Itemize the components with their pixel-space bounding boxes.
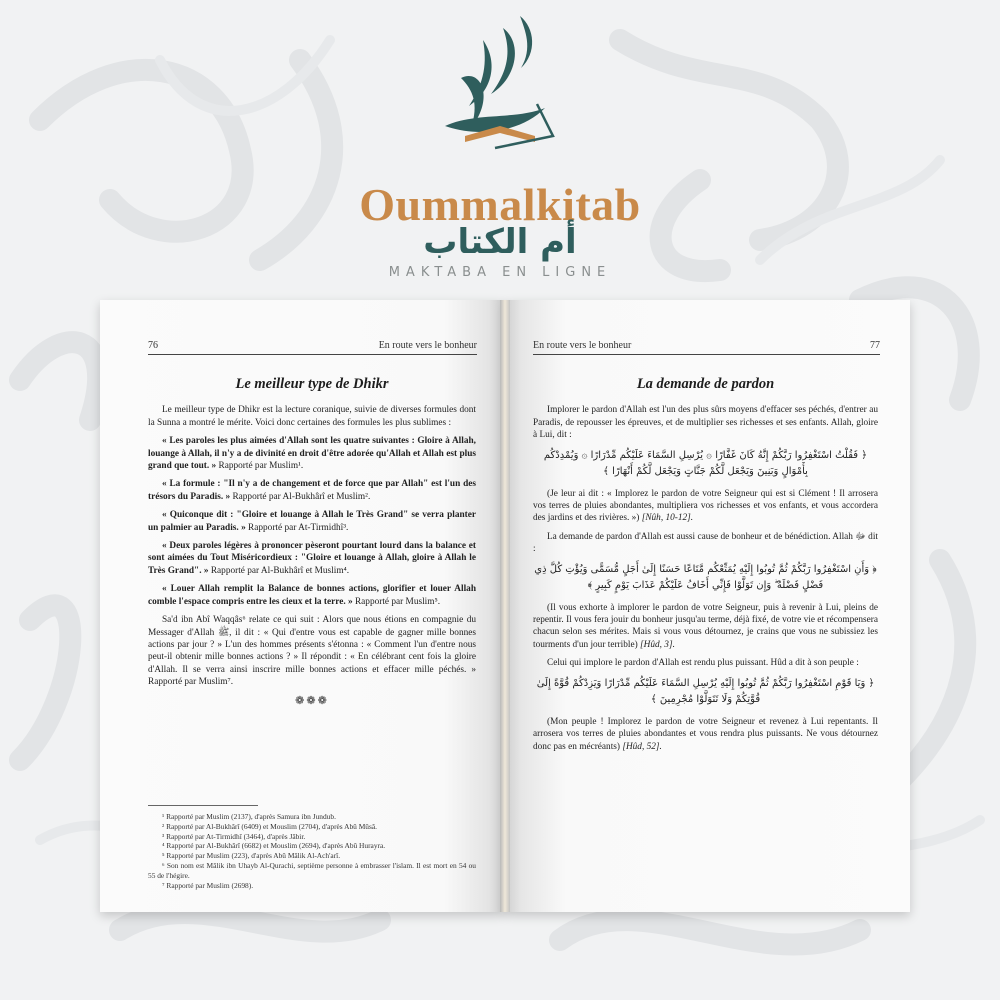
paragraph: La demande de pardon d'Allah est aussi cause de bonheur et de bénédiction. Allah ﷻ dit : bbox=[533, 531, 878, 555]
quran-verse: ﴿ فَقُلْتُ اسْتَغْفِرُوا رَبَّكُمْ إِنَّهُ كَانَ غَفَّارًا ۞ يُرْسِلِ السَّمَاءَ عَلَيْكُم مِّدْرَارًا ۞ وَيُمْدِدْكُم بِأَمْوَالٍ وَبَنِينَ وَيَجْعَل لَّكُمْ جَنَّاتٍ وَيَجْعَل لَّكُمْ أَنْهَارًا ﴾ bbox=[543, 449, 868, 477]
footnote: ⁵ Rapporté par Muslim (223), d'après Abû Mâlik Al-Ach'arî. bbox=[162, 851, 341, 861]
footnote: ¹ Rapporté par Muslim (2137), d'après Samura ibn Jundub. bbox=[162, 812, 336, 821]
left-running-head: En route vers le bonheur bbox=[378, 340, 477, 351]
paragraph: (Je leur ai dit : « Implorez le pardon de votre Seigneur qui est si Clément ! Il arrosera vos terres de pluies abondantes, multipliera vos richesses et vos enfants, et vous accordera des jardins et des rivières. ») [Nûh, 10-12]. bbox=[533, 488, 878, 524]
left-section-title: Le meilleur type de Dhikr bbox=[235, 376, 389, 392]
paragraph: (Il vous exhorte à implorer le pardon de votre Seigneur, puis à revenir à Lui, pleins de repentir. Il vous fera jouir du bonheur jusqu'au terme, déjà fixé, de votre vie et récompensera chacun selon ses mérites. Mais si vous vous détournez, je crains que vous ne subissiez les tourments d'un jour terrible) [Hûd, 3]. bbox=[533, 602, 878, 650]
paragraph: Sa'd ibn Abî Waqqâs⁶ relate ce qui suit : Alors que nous étions en compagnie du Messager d'Allah ﷺ, il dit : « Qui d'entre vous est capable de gagner mille bonnes actions par jour ? » L'un des hommes présents s'étonna : « Comment l'un d'entre nous peut-il obtenir mille bonnes actions ? » Il répondit : « En célébrant cent fois la gloire d'Allah. Il se verra ainsi inscrire mille bonnes actions et effacer mille péchés. » Rapporté par Muslim⁷. bbox=[148, 615, 476, 688]
footnote-rule bbox=[148, 805, 258, 806]
footnote: ⁶ Son nom est Mâlik ibn Uhayb Al-Qurachi, septième personne à embrasser l'islam. Il est mort en 54 ou 55 de l'hégire. bbox=[148, 860, 476, 880]
book-spine bbox=[500, 300, 510, 912]
brand-arabic-name: أم الكتاب bbox=[423, 222, 577, 262]
paragraph: Implorer le pardon d'Allah est l'un des plus sûrs moyens d'effacer ses péchés, d'entrer au Paradis, de repousser les épreuves, et de multiplier ses richesses et ses enfants. Allah, gloire à Lui, dit : bbox=[533, 405, 878, 441]
left-content bbox=[148, 378, 476, 713]
section-ornament: ❁❁❁ bbox=[295, 694, 329, 707]
paragraph: Celui qui implore le pardon d'Allah est rendu plus puissant. Hûd a dit à son peuple : bbox=[547, 658, 859, 669]
paragraph: « Louer Allah remplit la Balance de bonnes actions, glorifier et louer Allah comble l'espace compris entre les cieux et la terre. » Rapporté par Muslim⁵. bbox=[148, 584, 476, 607]
logo-header bbox=[0, 0, 1000, 290]
right-header-rule bbox=[533, 354, 880, 355]
left-page bbox=[100, 300, 505, 912]
logo-emblem bbox=[425, 8, 575, 176]
right-content bbox=[533, 378, 878, 759]
footnotes bbox=[148, 805, 476, 890]
left-page-number: 76 bbox=[148, 340, 158, 351]
paragraph: (Mon peuple ! Implorez le pardon de votre Seigneur et revenez à Lui repentants. Il arrosera vos terres de pluies abondantes et vous rendra plus puissants. Ne vous détournez donc pas en mécréants) [Hûd, 52]. bbox=[533, 716, 878, 752]
paragraph: Le meilleur type de Dhikr est la lecture coranique, suivie de diverses formules dont la Sunna a montré le mérite. Voici donc certaines des formules les plus sublimes : bbox=[148, 405, 476, 428]
brand-tagline: MAKTABA EN LIGNE bbox=[388, 265, 612, 280]
right-running-head: En route vers le bonheur bbox=[533, 340, 632, 351]
right-page bbox=[505, 300, 910, 912]
right-section-title: La demande de pardon bbox=[636, 376, 775, 392]
quran-verse: ﴿ وَأَنِ اسْتَغْفِرُوا رَبَّكُمْ ثُمَّ تُوبُوا إِلَيْهِ يُمَتِّعْكُم مَّتَاعًا حَسَنًا إِلَىٰ أَجَلٍ مُّسَمًّى وَيُؤْتِ كُلَّ ذِي فَضْلٍ فَضْلَهُ ۖ وَإِن تَوَلَّوْا فَإِنِّي أَخَافُ عَلَيْكُمْ عَذَابَ يَوْمٍ كَبِيرٍ ﴾ bbox=[534, 563, 877, 591]
quran-verse: ﴿ وَيَا قَوْمِ اسْتَغْفِرُوا رَبَّكُمْ ثُمَّ تُوبُوا إِلَيْهِ يُرْسِلِ السَّمَاءَ عَلَيْكُم مِّدْرَارًا وَيَزِدْكُمْ قُوَّةً إِلَىٰ قُوَّتِكُمْ وَلَا تَتَوَلَّوْا مُجْرِمِينَ ﴾ bbox=[536, 677, 875, 705]
left-header-rule bbox=[148, 354, 477, 355]
footnote: ² Rapporté par Al-Bukhârî (6409) et Mouslim (2704), d'après Abû Mûsâ. bbox=[162, 821, 377, 831]
paragraph: « Les paroles les plus aimées d'Allah sont les quatre suivantes : Gloire à Allah, louange à Allah, il n'y a de divinité en droit d'être adorée qu'Allah et Allah est plus grand que tout. » Rapporté par Muslim¹. bbox=[148, 436, 476, 472]
footnote: ⁷ Rapporté par Muslim (2698). bbox=[162, 880, 254, 890]
paragraph: « La formule : "Il n'y a de changement et de force que par Allah" est l'un des trésors du Paradis. » Rapporté par Al-Bukhârî et Muslim². bbox=[148, 479, 476, 502]
open-book bbox=[100, 300, 910, 912]
paragraph: « Quiconque dit : "Gloire et louange à Allah le Très Grand" se verra planter un palmier au Paradis. » Rapporté par At-Tirmidhî³. bbox=[148, 510, 476, 533]
footnote: ⁴ Rapporté par Al-Bukhârî (6682) et Mouslim (2694), d'après Abû Hurayra. bbox=[162, 841, 386, 851]
paragraph: « Deux paroles légères à prononcer pèseront pourtant lourd dans la balance et sont aimées du Tout Miséricordieux : "Gloire et louange à Allah, gloire à Allah le Très Grand". » Rapporté par Al-Bukhârî et Muslim⁴. bbox=[148, 541, 476, 576]
brand-name: Oummalkitab bbox=[359, 179, 641, 230]
right-page-number: 77 bbox=[870, 340, 880, 351]
footnote: ³ Rapporté par At-Tirmidhî (3464), d'après Jâbir. bbox=[162, 831, 306, 841]
